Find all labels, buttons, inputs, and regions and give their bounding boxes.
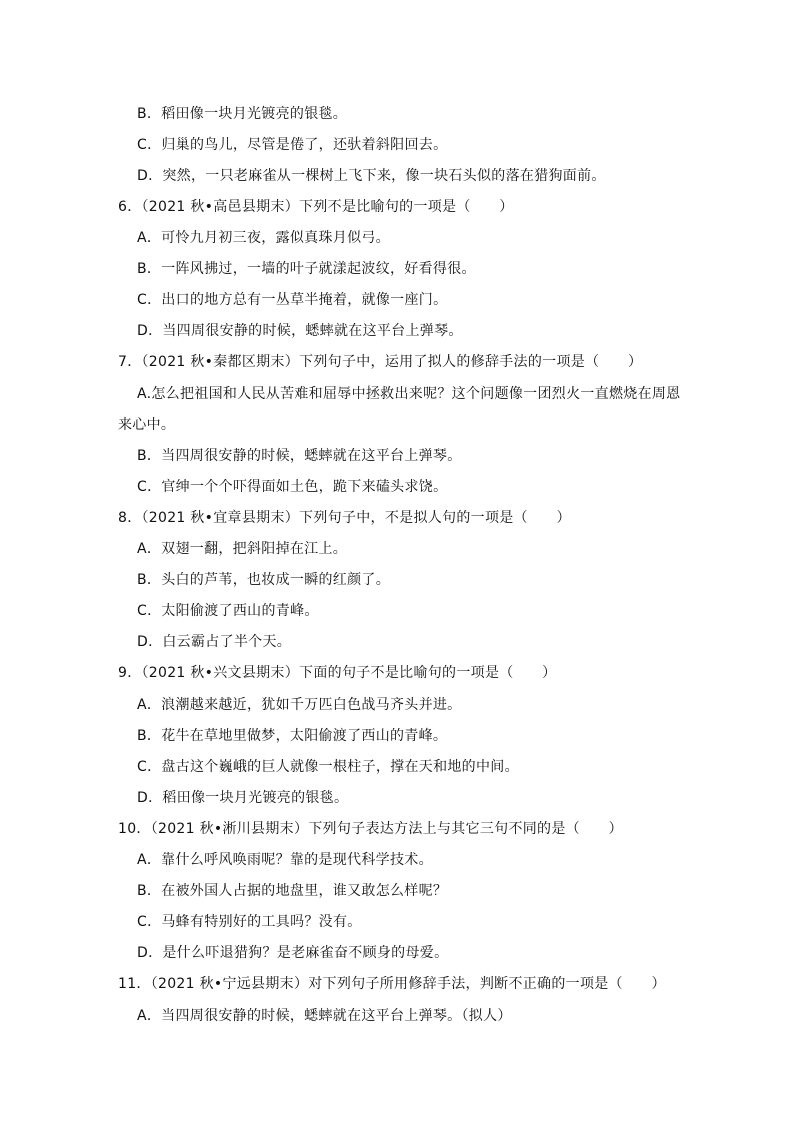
option-line: A.怎么把祖国和人民从苦难和屈辱中拯救出来呢？这个问题像一团烈火一直燃烧在周恩 [137,386,681,402]
option-line: B．头白的芦苇，也妆成一瞬的红颜了。 [137,572,391,588]
option-line: C．官绅一个个吓得面如土色，跪下来磕头求饶。 [137,479,448,495]
option-line: C．太阳偷渡了西山的青峰。 [137,603,319,619]
question-8: 8．（2021 秋•宜章县期末）下列句子中，不是拟人句的一项是（ ） [118,510,571,526]
option-line: A．浪潮越来越近，犹如千万匹白色战马齐头并进。 [137,697,462,713]
option-line: D．稻田像一块月光镀亮的银毯。 [137,790,349,806]
option-line: B．稻田像一块月光镀亮的银毯。 [137,106,348,122]
option-line: C．出口的地方总有一丛草半掩着，就像一座门。 [137,292,448,308]
option-line: D．当四周很安静的时候，蟋蟀就在这平台上弹琴。 [137,323,463,339]
option-line: D．是什么吓退猎狗？是老麻雀奋不顾身的母爱。 [137,945,449,961]
option-line: A．靠什么呼风唤雨呢？靠的是现代科学技术。 [137,852,433,868]
question-11: 11．（2021 秋•宁远县期末）对下列句子所用修辞手法，判断不正确的一项是（ ） [118,976,666,992]
question-9: 9．（2021 秋•兴文县期末）下面的句子不是比喻句的一项是（ ） [118,665,557,681]
option-line: B．在被外国人占据的地盘里，谁又敢怎么样呢？ [137,883,448,899]
option-line: B．当四周很安静的时候，蟋蟀就在这平台上弹琴。 [137,448,462,464]
question-7: 7．（2021 秋•秦都区期末）下列句子中，运用了拟人的修辞手法的一项是（ ） [118,354,643,370]
option-line: C．盘古这个巍峨的巨人就像一根柱子，撑在天和地的中间。 [137,759,519,775]
option-line: C．归巢的鸟儿，尽管是倦了，还驮着斜阳回去。 [137,137,448,153]
option-line: A．双翅一翻，把斜阳掉在江上。 [137,541,348,557]
option-continuation: 来心中。 [118,417,176,433]
option-line: B．一阵风拂过，一墙的叶子就漾起波纹，好看得很。 [137,261,476,277]
option-line: A．当四周很安静的时候，蟋蟀就在这平台上弹琴。（拟人） [137,1008,512,1024]
option-line: A．可怜九月初三夜，露似真珠月似弓。 [137,230,390,246]
option-line: D．突然，一只老麻雀从一棵树上飞下来，像一块石头似的落在猎狗面前。 [137,168,606,184]
option-line: C．马蜂有特别好的工具吗？没有。 [137,914,362,930]
question-10: 10．（2021 秋•淅川县期末）下列句子表达方法上与其它三句不同的是（ ） [118,821,623,837]
question-6: 6．（2021 秋•高邑县期末）下列不是比喻句的一项是（ ） [118,199,514,215]
option-line: D．白云霸占了半个天。 [137,634,292,650]
option-line: B．花牛在草地里做梦，太阳偷渡了西山的青峰。 [137,728,448,744]
